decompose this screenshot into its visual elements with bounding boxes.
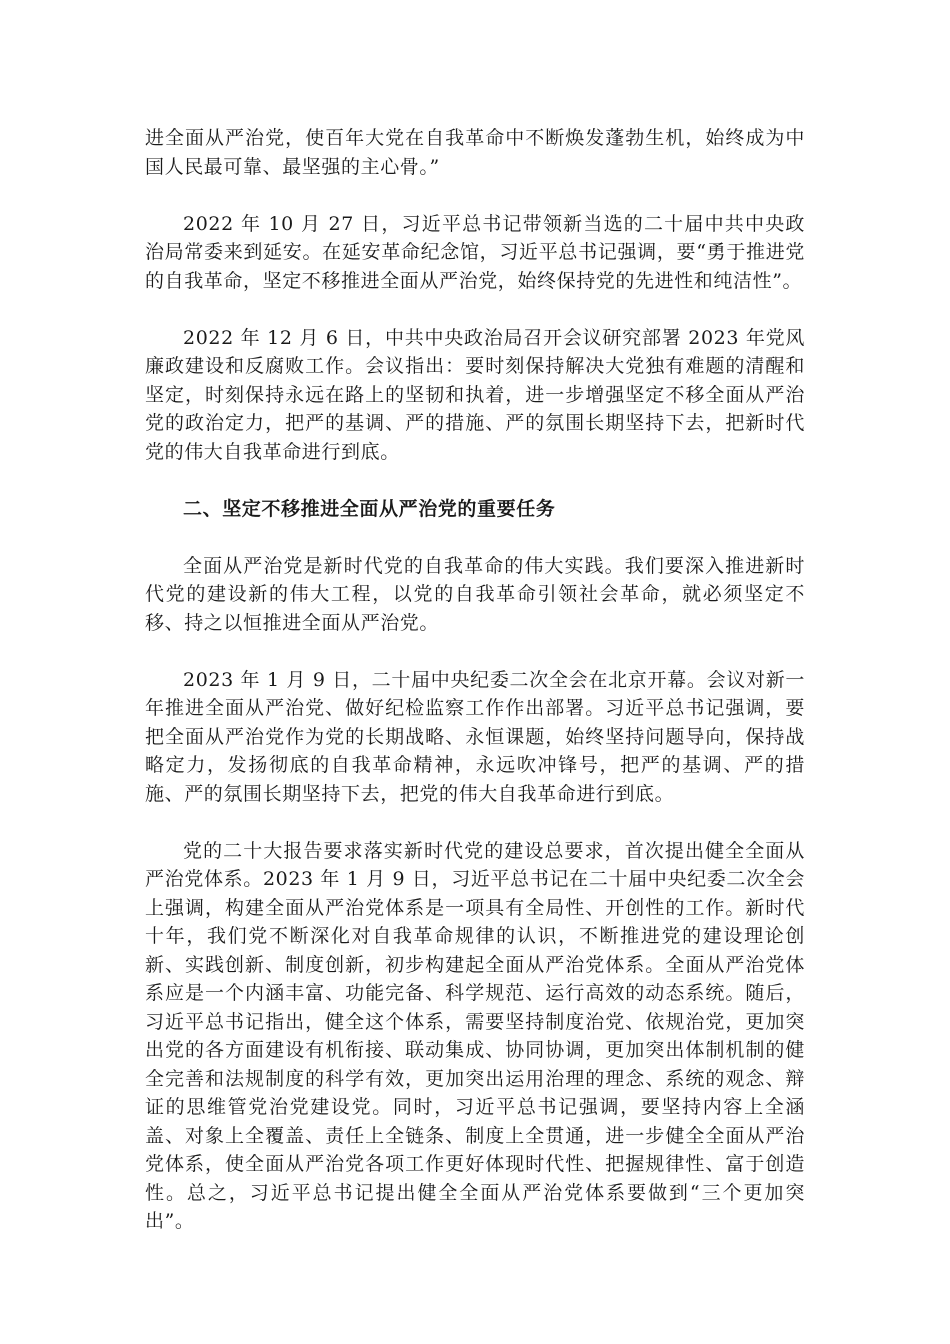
paragraph-governance-system: 党的二十大报告要求落实新时代党的建设总要求，首次提出健全全面从严治党体系。2023 年 1 月 9 日，习近平总书记在二十届中央纪委二次全会上强调，构建全面从严治党体系是一项具有全局性、开创性的工作。新时代十年，我们党不断深化对自我革命规律的认识，不断推进党的建设理论创新、实践创新、制度创新，初步构建起全面从严治党体系。全面从严治党体系应是一个内涵丰富、功能完备、科学规范、运行高效的动态系统。随后，习近平总书记指出，健全这个体系，需要坚持制度治党、依规治党，更加突出党的各方面建设有机衔接、联动集成、协同协调，更加突出体制机制的健全完善和法规制度的科学有效，更加突出运用治理的理念、系统的观念、辩证的思维管党治党建设党。同时，习近平总书记强调，要坚持内容上全涵盖、对象上全覆盖、责任上全链条、制度上全贯通，进一步健全全面从严治党体系，使全面从严治党各项工作更好体现时代性、把握规律性、富于创造性。总之，习近平总书记提出健全全面从严治党体系要做到“三个更加突出”。 <box>145 839 805 1232</box>
paragraph-politburo-meeting: 2022 年 12 月 6 日，中共中央政治局召开会议研究部署 2023 年党风廉政建设和反腐败工作。会议指出：要时刻保持解决大党独有难题的清醒和坚定，时刻保持永远在路上的坚韧和执着，进一步增强坚定不移全面从严治党的政治定力，把严的基调、严的措施、严的氛围长期坚持下去，把新时代党的伟大自我革命进行到底。 <box>145 326 805 463</box>
paragraph-yanan-visit: 2022 年 10 月 27 日，习近平总书记带领新当选的二十届中共中央政治局常委来到延安。在延安革命纪念馆，习近平总书记强调，要“勇于推进党的自我革命，坚定不移推进全面从严治党，始终保持党的先进性和纯洁性”。 <box>145 212 805 292</box>
paragraph-self-revolution: 全面从严治党是新时代党的自我革命的伟大实践。我们要深入推进新时代党的建设新的伟大工程，以党的自我革命引领社会革命，就必须坚定不移、持之以恒推进全面从严治党。 <box>145 554 805 634</box>
section-heading: 二、坚定不移推进全面从严治党的重要任务 <box>183 497 556 520</box>
paragraph-plenary-session: 2023 年 1 月 9 日，二十届中央纪委二次全会在北京开幕。会议对新一年推进全面从严治党、做好纪检监察工作作出部署。习近平总书记强调，要把全面从严治党作为党的长期战略、永恒课题，始终坚持问题导向，保持战略定力，发扬彻底的自我革命精神，永远吹冲锋号，把严的基调、严的措施、严的氛围长期坚持下去，把党的伟大自我革命进行到底。 <box>145 668 805 805</box>
paragraph-continuation: 进全面从严治党，使百年大党在自我革命中不断焕发蓬勃生机，始终成为中国人民最可靠、最坚强的主心骨。” <box>145 127 805 178</box>
document-body <box>145 124 805 1264</box>
